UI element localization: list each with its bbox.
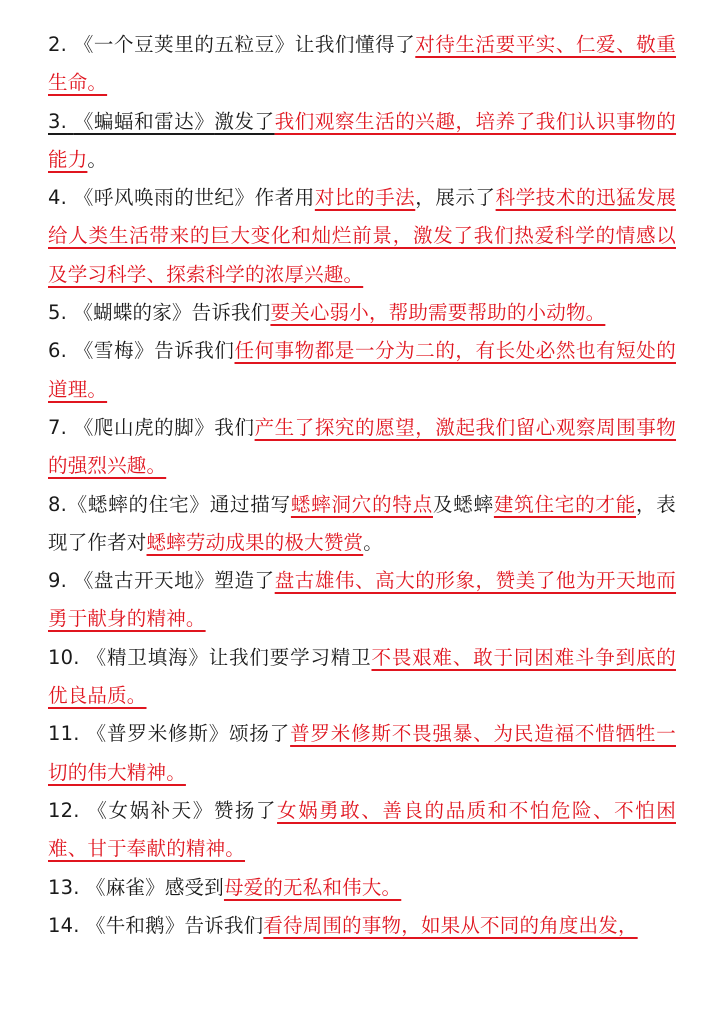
answer-highlight: 对比的手法 [314, 186, 416, 210]
answer-highlight: 要关心弱小，帮助需要帮助的小动物。 [270, 301, 606, 325]
item-title: 《呼风唤雨的世纪》 [73, 186, 255, 210]
item-lead: 让我们要学习精卫 [208, 645, 372, 669]
item-title: 《麻雀》 [86, 875, 165, 899]
item-number: 2. [48, 33, 68, 56]
item-title: 《蝴蝶的家》 [73, 301, 192, 325]
item-number: 5. [48, 301, 68, 325]
item-mid: 及蟋蟀 [433, 492, 494, 516]
answer-highlight: 女娲勇敢、善良的品质和不怕危险、不怕困难、甘于奉献的精神。 [48, 798, 676, 861]
item-tail: 。 [87, 147, 108, 171]
item-mid: ，展示了 [415, 186, 496, 210]
list-item-5 [48, 294, 676, 332]
item-mid-2: ，表现了作者对 [48, 492, 676, 554]
answer-highlight-2: 科学技术的迅猛发展给人类生活带来的巨大变化和灿烂前景，激发了我们热爱科学的情感以及学习科学、探索科学的浓厚兴趣。 [48, 186, 676, 286]
answer-highlight: 产生了探究的愿望，激起我们留心观察周围事物的强烈兴趣。 [48, 415, 677, 478]
answer-highlight-3: 蟋蟀劳动成果的极大赞赏 [146, 530, 364, 554]
item-title: 《女娲补天》 [87, 798, 214, 822]
item-number: 11. [48, 722, 80, 746]
list-item-14 [48, 907, 676, 945]
item-title: 《普罗米修斯》 [86, 722, 230, 746]
item-lead: 我们 [214, 415, 255, 439]
list-item-11 [48, 715, 676, 792]
item-number-title-underlined [48, 110, 275, 133]
item-number: 12. [48, 798, 80, 822]
list-item-10 [48, 639, 676, 716]
item-number: 9. [48, 569, 68, 593]
item-title: 《一个豆荚里的五粒豆》 [73, 33, 295, 56]
item-lead: 感受到 [164, 875, 224, 899]
list-item-4 [48, 179, 676, 294]
answer-highlight: 我们观察生活的兴趣，培养了我们认识事物的能力 [48, 109, 677, 171]
answer-highlight: 对待生活要平实、仁爱、敬重生命。 [48, 33, 677, 95]
item-lead: 作者用 [254, 186, 315, 210]
item-title: 《雪梅》 [73, 339, 155, 363]
item-number: 14. [48, 913, 80, 937]
list-item-8 [48, 486, 676, 563]
item-title: 《蟋蟀的住宅》 [67, 492, 210, 516]
answer-highlight: 盘古雄伟、高大的形象，赞美了他为开天地而勇于献身的精神。 [48, 569, 677, 631]
item-title: 《蝙蝠和雷达》 [73, 109, 215, 133]
item-number: 3. [48, 109, 68, 133]
item-number: 7. [48, 415, 68, 439]
answer-highlight: 任何事物都是一分为二的，有长处必然也有短处的道理。 [48, 339, 676, 401]
item-lead: 告诉我们 [154, 339, 235, 363]
answer-highlight-2: 建筑住宅的才能 [493, 492, 636, 516]
item-number: 13. [48, 875, 80, 899]
item-number: 8. [48, 492, 68, 516]
list-item-12 [48, 792, 676, 869]
item-title: 《精卫填海》 [86, 645, 209, 669]
list-item-9 [48, 562, 676, 639]
answer-highlight: 不畏艰难、敢于同困难斗争到底的优良品质。 [48, 645, 676, 708]
item-number: 4. [48, 186, 68, 210]
item-lead: 告诉我们 [191, 301, 271, 325]
item-tail: 。 [363, 530, 383, 554]
answer-highlight: 看待周围的事物，如果从不同的角度出发， [263, 913, 638, 937]
answer-highlight: 母爱的无私和伟大。 [223, 875, 402, 899]
item-lead: 赞扬了 [213, 798, 278, 822]
item-lead: 通过描写 [209, 492, 291, 516]
item-number: 10. [48, 645, 80, 669]
answer-highlight: 蟋蟀洞穴的特点 [290, 492, 433, 516]
document-page [48, 26, 676, 945]
item-title: 《爬山虎的脚》 [73, 415, 215, 439]
list-item-3 [48, 103, 676, 180]
list-item-6 [48, 332, 676, 409]
list-item-2 [48, 26, 676, 103]
item-lead: 激发了 [214, 109, 275, 133]
item-lead: 颂扬了 [229, 722, 291, 746]
item-lead: 塑造了 [214, 569, 275, 593]
item-title: 《牛和鹅》 [86, 913, 185, 937]
item-lead: 告诉我们 [184, 913, 264, 937]
list-item-7 [48, 409, 676, 486]
item-number: 6. [48, 339, 68, 363]
item-title: 《盘古开天地》 [73, 569, 215, 593]
item-lead: 让我们懂得了 [294, 33, 416, 56]
list-item-13 [48, 869, 676, 907]
answer-highlight: 普罗米修斯不畏强暴、为民造福不惜牺牲一切的伟大精神。 [48, 722, 676, 784]
